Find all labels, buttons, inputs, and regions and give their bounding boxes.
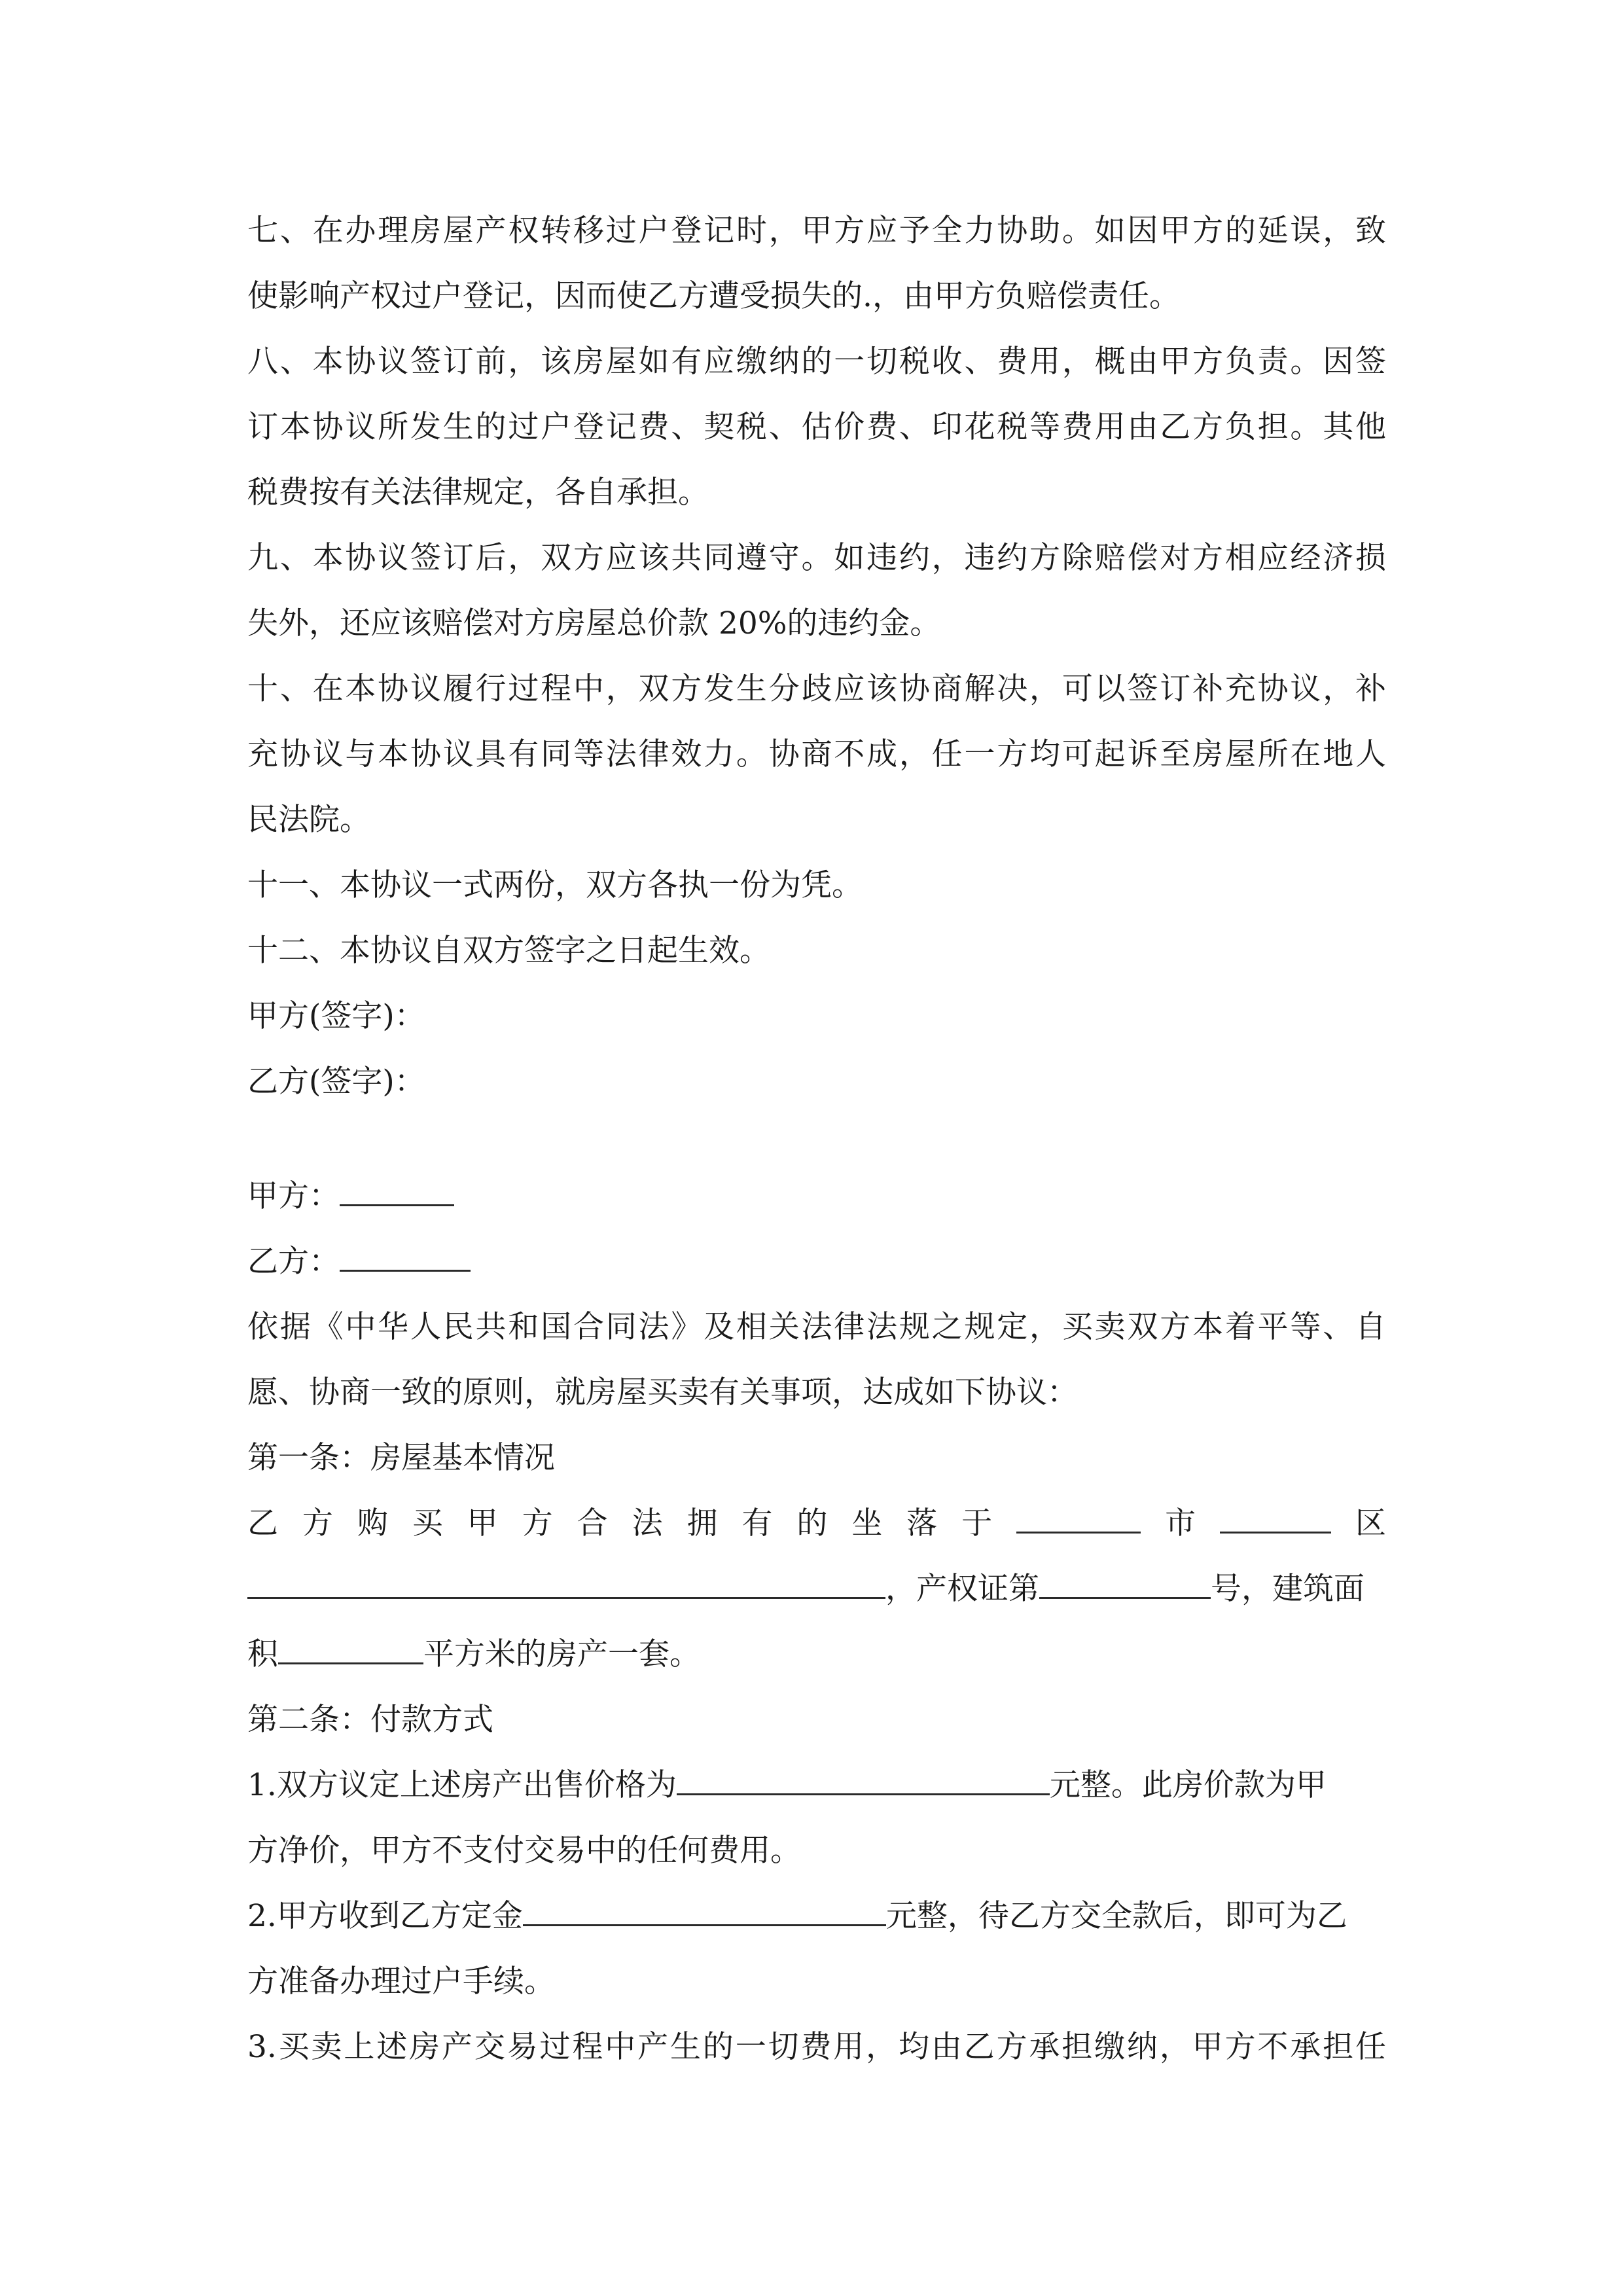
l20-char: 买 — [412, 1505, 443, 1541]
l20-char: 的 — [796, 1505, 828, 1541]
payment-item-2-line-2: 方准备办理过户手续。 — [247, 1964, 555, 2000]
clause-9-line-2: 失外，还应该赔偿对方房屋总价款 20%的违约金。 — [247, 605, 941, 641]
l20-char: 坐 — [851, 1505, 883, 1541]
clause-10-line-3: 民法院。 — [247, 802, 370, 838]
party-a-signature-label: 甲方(签字)： — [247, 998, 425, 1034]
article-1-line-1 — [247, 1491, 1386, 1556]
deposit-label: 2.甲方收到乙方定金 — [247, 1898, 523, 1934]
party-b-signature-label: 乙方(签字)： — [247, 1064, 425, 1100]
party-b-line — [247, 1229, 1386, 1295]
party-a-line — [247, 1164, 1386, 1229]
building-area-label: 号，建筑面 — [1211, 1571, 1364, 1607]
article-2-heading: 第二条：付款方式 — [247, 1702, 493, 1738]
clause-8-line-2: 订本协议所发生的过户登记费、契税、估价费、印花税等费用由乙方负担。其他 — [247, 409, 1386, 445]
party-a-label: 甲方： — [247, 1178, 340, 1214]
l20-char: 拥 — [687, 1505, 718, 1541]
l20-char: 法 — [632, 1505, 663, 1541]
party-a-blank[interactable] — [340, 1178, 454, 1206]
preamble-line-2: 愿、协商一致的原则，就房屋买卖有关事项，达成如下协议： — [247, 1374, 1078, 1410]
party-b-blank[interactable] — [340, 1244, 471, 1272]
city-label: 市 — [1165, 1505, 1196, 1541]
preamble-line-1: 依据《中华人民共和国合同法》及相关法律法规之规定，买卖双方本着平等、自 — [247, 1309, 1386, 1345]
l20-char: 乙 — [247, 1505, 278, 1541]
district-label: 区 — [1355, 1505, 1386, 1541]
payment-item-3-line-1: 3.买卖上述房产交易过程中产生的一切费用，均由乙方承担缴纳，甲方不承担任 — [247, 2029, 1386, 2065]
payment-item-1-line-2: 方净价，甲方不支付交易中的任何费用。 — [247, 1833, 801, 1869]
price-suffix: 元整。此房价款为甲 — [1049, 1767, 1327, 1803]
l20-char: 方 — [522, 1505, 553, 1541]
l20-char: 落 — [906, 1505, 938, 1541]
deposit-suffix: 元整，待乙方交全款后，即可为乙 — [885, 1898, 1347, 1934]
district-blank[interactable] — [1220, 1505, 1331, 1534]
clause-11: 十一、本协议一式两份，双方各执一份为凭。 — [247, 867, 863, 903]
payment-item-1-line-1 — [247, 1753, 1386, 1818]
clause-8-line-3: 税费按有关法律规定，各自承担。 — [247, 475, 709, 511]
l20-char: 合 — [577, 1505, 608, 1541]
clause-7-line-2: 使影响产权过户登记，因而使乙方遭受损失的.，由甲方负赔偿责任。 — [247, 278, 1180, 314]
address-blank[interactable] — [247, 1571, 885, 1599]
payment-item-2-line-1 — [247, 1884, 1386, 1949]
area-blank[interactable] — [278, 1636, 423, 1664]
article-1-heading: 第一条：房屋基本情况 — [247, 1440, 555, 1476]
deposit-blank[interactable] — [523, 1898, 886, 1926]
area-label: 积 — [247, 1636, 278, 1672]
price-label: 1.双方议定上述房产出售价格为 — [247, 1767, 677, 1803]
party-b-label: 乙方： — [247, 1244, 340, 1280]
clause-9-line-1: 九、本协议签订后，双方应该共同遵守。如违约，违约方除赔偿对方相应经济损 — [247, 540, 1386, 576]
l20-char: 于 — [961, 1505, 993, 1541]
price-blank[interactable] — [677, 1767, 1050, 1795]
l20-char: 甲 — [467, 1505, 498, 1541]
l20-char: 有 — [741, 1505, 773, 1541]
clause-10-line-2: 充协议与本协议具有同等法律效力。协商不成，任一方均可起诉至房屋所在地人 — [247, 736, 1386, 772]
l20-char: 方 — [302, 1505, 333, 1541]
certificate-number-blank[interactable] — [1039, 1571, 1211, 1599]
certificate-label: ，产权证第 — [885, 1571, 1039, 1607]
article-1-line-2 — [247, 1556, 1386, 1622]
article-1-line-3 — [247, 1622, 1386, 1687]
clause-10-line-1: 十、在本协议履行过程中，双方发生分歧应该协商解决，可以签订补充协议，补 — [247, 671, 1386, 707]
clause-8-line-1: 八、本协议签订前，该房屋如有应缴纳的一切税收、费用，概由甲方负责。因签 — [247, 344, 1386, 380]
clause-7-line-1: 七、在办理房屋产权转移过户登记时，甲方应予全力协助。如因甲方的延误，致 — [247, 213, 1386, 249]
l20-char: 购 — [357, 1505, 388, 1541]
clause-12: 十二、本协议自双方签字之日起生效。 — [247, 933, 770, 969]
area-unit-text: 平方米的房产一套。 — [423, 1636, 700, 1672]
city-blank[interactable] — [1016, 1505, 1141, 1534]
